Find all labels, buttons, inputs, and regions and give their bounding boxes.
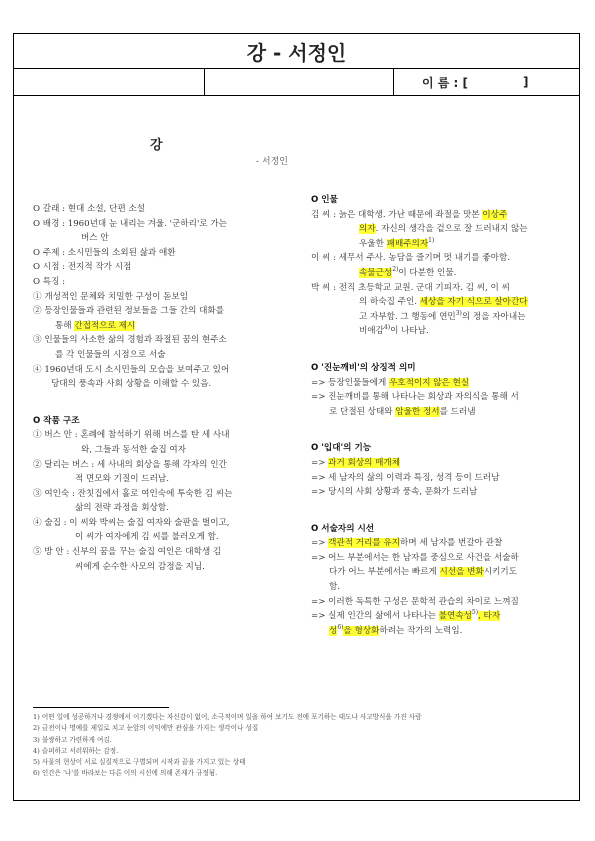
feature-3a: ③ 인물들의 사소한 삶의 경험과 좌절된 꿈의 현주소 [33,335,227,346]
setting-line-1: O 배경 : 1960년대 눈 내리는 겨울. '군하리'로 가는 [33,218,227,229]
narrator-6: => 실제 인간의 삶에서 나타나는 불연속성$^{5)}$, 타자 [311,609,501,622]
narrator-4: 함. [329,582,341,593]
doc-author: - 서정인 [256,157,288,167]
narrator-heading: O 서술자의 시선 [311,523,375,534]
structure-2a: ② 달리는 버스 : 세 사내의 회상을 통해 각자의 인간 [33,459,227,470]
name-row [13,68,580,96]
sleet-3: 로 단절된 상태와 암울한 정서를 드러냄 [329,406,476,417]
structure-5a: ⑤ 방 안 : 신부의 꿈을 꾸는 술집 여인은 대학생 김 [33,547,222,558]
doc-title: 강 [150,138,163,153]
blank-cell-1 [14,69,205,95]
sleet-heading: O '진눈깨비'의 상징적 의미 [311,362,416,373]
page-title: 강 - 서정인 [13,33,580,68]
footnote-2: 2) 금전이나 명예를 제일로 치고 눈앞의 이익에만 관심을 가지는 생각이나 성질 [33,724,259,733]
structure-3a: ③ 여인숙 : 잔칫집에서 홀로 여인숙에 투숙한 김 씨는 [33,488,233,499]
structure-1a: ① 버스 안 : 혼례에 참석하기 위해 버스를 탄 세 사내 [33,430,230,441]
feature-3b: 를 각 인물들의 시점으로 서술 [55,349,166,360]
name-field[interactable] [394,69,579,95]
lee-line-2: 속물근성$^{2)}$이 다분한 인물. [359,266,457,278]
right-column [311,193,573,638]
structure-5b: 씨에게 순수한 사모의 감정을 지님. [75,561,205,572]
structure-1b: 와, 그들과 동석한 술집 여자 [81,444,186,455]
footnotes [33,712,573,780]
footnote-5: 5) 사물의 현상이 서로 실질적으로 구별되며 시작과 끝을 가지고 있는 상태 [33,758,246,767]
footnote-rule [33,707,169,708]
narrator-5: => 이러한 독특한 구성은 문학적 관습의 차이로 느껴짐 [311,596,519,607]
structure-3b: 삶의 전략 과정을 회상함. [75,503,169,514]
sleet-2: => 진눈깨비를 통해 나타나는 회상과 자의식을 통해 서 [311,392,519,403]
kim-line-1: 김 씨 : 늙은 대학생. 가난 때문에 좌절을 맛본 이상주 [311,209,508,220]
park-line-1: 박 씨 : 전직 초등학교 교원. 군대 기피자. 김 씨, 이 씨 [311,282,510,293]
theme: O 주제 : 소시민들의 소외된 삶과 애환 [33,247,176,258]
park-line-4: 비애감$^{4)}$이 나타남. [359,324,429,337]
feature-2a: ② 등장인물들과 관련된 정보들을 그들 간의 대화를 [33,306,225,317]
kim-line-2: 의자. 자신의 생각을 겉으로 잘 드러내지 않는 [359,224,528,235]
narrator-7: 성$^{6)}$을 형상화하려는 작가의 노력임. [329,623,463,636]
narrator-1: => 객관적 거리를 유지하며 세 남자를 번갈아 관찰 [311,538,503,549]
park-line-2: 의 하숙집 주인. 세상을 자기 식으로 살아간다 [359,297,528,308]
structure-4a: ④ 술집 : 이 씨와 박씨는 술집 여자와 술판을 벌이고, [33,517,230,528]
function-heading: O '입대'의 기능 [311,443,372,454]
sleet-1: => 등장인물들에게 우호적이지 않은 현실 [311,377,470,388]
feature-4a: ④ 1960년대 도시 소시민들의 모습을 보여주고 있어 [33,364,230,375]
feature-1: ① 개성적인 문체와 치밀한 구성이 돋보임 [33,291,189,302]
characters-heading: O 인물 [311,195,338,205]
structure-heading: O 작품 구조 [33,415,80,426]
name-label: 이 름 : [ [422,75,469,90]
function-2: => 세 남자의 삶의 이력과 특징, 성격 등이 드러남 [311,472,500,483]
footnote-6: 6) 인간은 '나'를 바라보는 다른 이의 시선에 의해 존재가 규정됨. [33,769,218,778]
park-line-3: 고 자부함. 그 행동에 연민$^{3)}$의 정을 자아내는 [359,309,526,322]
lee-line-1: 이 씨 : 세무서 주사. 농담을 즐기며 멋 내기를 좋아함. [311,253,510,264]
footnote-3: 3) 불쌍하고 가련하게 여김. [33,735,112,744]
function-3: => 당시의 사회 상황과 풍속, 문화가 드러남 [311,487,478,498]
feature-2b: 통해 간접적으로 제시 [55,320,136,331]
structure-2b: 적 면모와 기질이 드러남. [75,474,169,485]
narrator-2: => 어느 부분에서는 한 남자를 중심으로 사건을 서술하 [311,552,519,563]
features-label: O 특징 : [33,276,66,287]
footnote-1: 1) 어떤 일에 성공하거나 경쟁에서 이기겠다는 자신감이 없어, 소극적이며 일을 하여 보기도 전에 포기하는 태도나 사고방식을 가진 사람 [33,713,422,721]
blank-cell-2 [205,69,394,95]
name-close: ] [523,75,529,89]
footnote-4: 4) 슬퍼하고 서러워하는 감정. [33,746,119,755]
setting-line-2: 버스 안 [81,233,109,244]
narrator-3: 다가 어느 부분에서는 빠르게 시선을 변화시키기도 [329,567,518,578]
structure-4b: 이 씨가 여자에게 김 씨를 불러오게 함. [75,532,219,543]
function-1: => 과거 회상의 매개체 [311,457,401,468]
left-column [33,202,293,574]
feature-4b: 당대의 풍속과 사회 상황을 이해할 수 있음. [51,379,212,390]
genre: O 갈래 : 현대 소설, 단편 소설 [33,204,146,214]
kim-line-3: 우울한 패배주의자$^{1)}$ [359,236,435,249]
pov: O 시점 : 전지적 작가 시점 [33,262,132,273]
